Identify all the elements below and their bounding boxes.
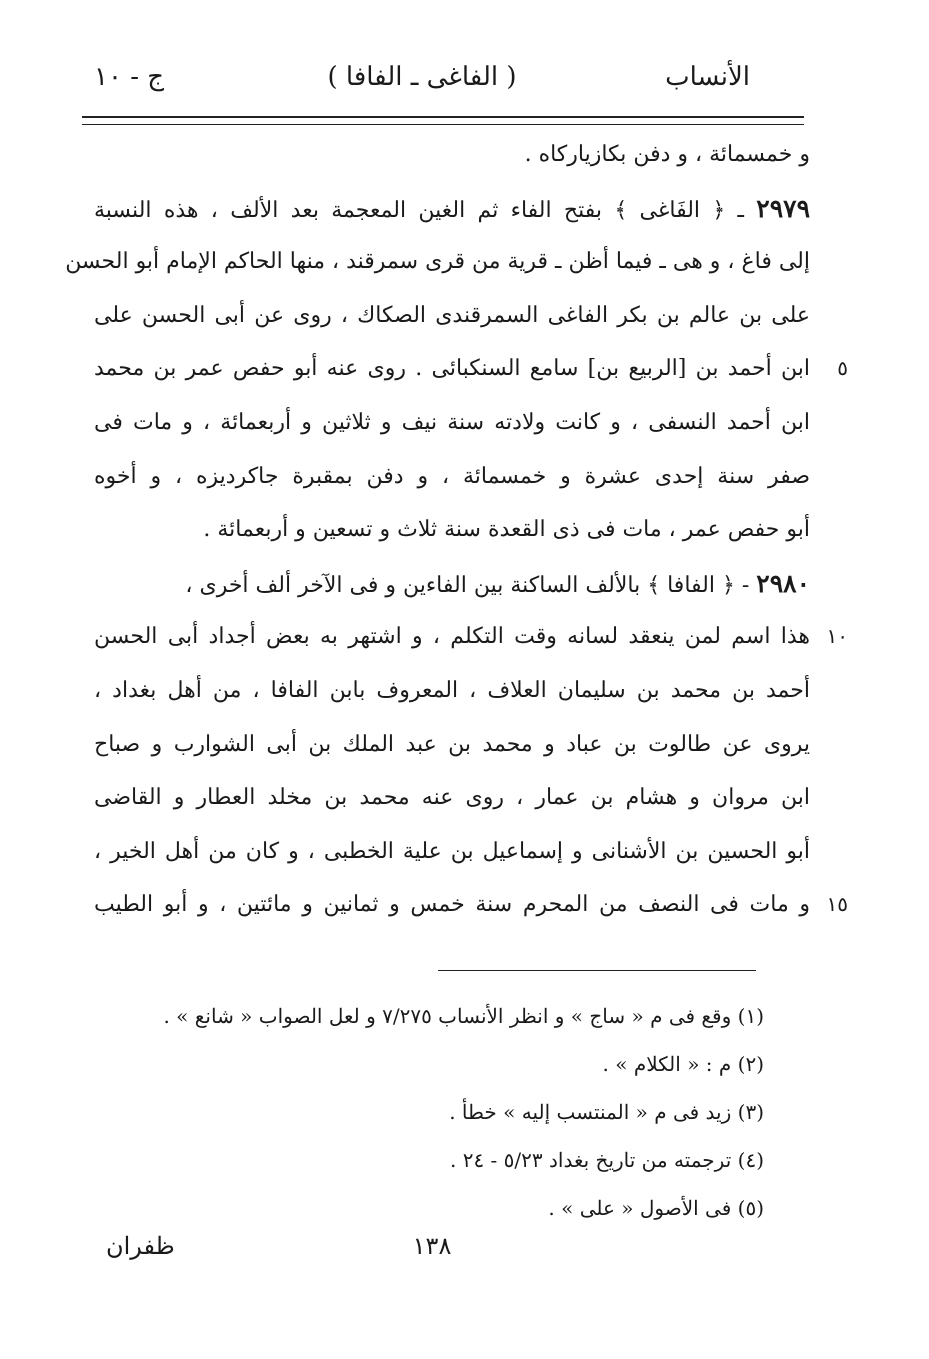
book-title: الأنساب [665, 62, 750, 92]
header-rule-thin [82, 124, 804, 125]
stamp-text: ظفران [106, 1232, 175, 1260]
section-title: ( الفاغى ـ الفافا ) [327, 62, 517, 92]
page-number: ١٣٨ [412, 1232, 452, 1260]
entry-number: ٢٩٧٩ [756, 193, 810, 223]
text-line [94, 289, 810, 343]
text-line [94, 557, 810, 611]
text-line [94, 610, 848, 664]
footnote: (٤) ترجمته من تاريخ بغداد ٥/٢٣ - ٢٤ . [449, 1148, 764, 1172]
line-text: - ﴿ الفافا ﴾ بالألف الساكنة بين الفاءين و فى الآخر ألف أخرى ، [185, 572, 757, 598]
line-text: هذا اسم لمن ينعقد لسانه وقت التكلم ، و اشتهر به بعض أجداد أبى الحسن [94, 624, 810, 650]
line-text: ابن مروان و هشام بن عمار ، روى عنه محمد بن مخلد العطار و القاضى [94, 785, 810, 811]
footnote: (٥) فى الأصول « على » . [548, 1196, 764, 1220]
page-footer [100, 1232, 764, 1272]
volume-label: ج - ١٠ [94, 62, 165, 92]
line-text: ابن أحمد النسفى ، و كانت ولادته سنة نيف و ثلاثين و أربعمائة ، و مات فى [94, 409, 810, 435]
line-text: إلى فاغ ، و هى ـ فيما أظن ـ قرية من قرى سمرقند ، منها الحاكم الإمام أبو الحسن [65, 249, 810, 275]
line-number: ٥ [837, 356, 848, 381]
text-line [94, 503, 810, 557]
entry-number: ٢٩٨٠ [756, 568, 810, 598]
text-line [94, 450, 810, 504]
text-line [94, 718, 810, 772]
text-line [94, 182, 810, 236]
running-header [90, 58, 754, 102]
footnotes [100, 992, 764, 1232]
text-line [94, 396, 810, 450]
header-rule-thick [82, 116, 804, 118]
footnote: (١) وقع فى م « ساج » و انظر الأنساب ٧/٢٧٥ و لعل الصواب « شانع » . [163, 1004, 764, 1028]
text-line [65, 235, 810, 289]
text-line [94, 664, 810, 718]
line-text: صفر سنة إحدى عشرة و خمسمائة ، و دفن بمقبرة جاكرديزه ، و أخوه [94, 463, 810, 489]
line-text: على بن عالم بن بكر الفاغى السمرقندى الصكاك ، روى عن أبى الحسن على [94, 302, 810, 328]
line-text: ـ ﴿ الفَاغى ﴾ بفتح الفاء ثم الغين المعجمة بعد الألف ، هذه النسبة [94, 197, 757, 223]
text-line [94, 825, 810, 879]
footnote-divider [438, 970, 756, 971]
line-number: ١٠ [826, 624, 848, 649]
footnote: (٣) زيد فى م « المنتسب إليه » خطأ . [449, 1100, 764, 1124]
footnote: (٢) م : « الكلام » . [602, 1052, 764, 1076]
line-text: و مات فى النصف من المحرم سنة خمس و ثمانين و مائتين ، و أبو الطيب [94, 892, 810, 918]
line-text: أبو حفص عمر ، مات فى ذى القعدة سنة ثلاث و تسعين و أربعمائة . [203, 517, 810, 543]
text-line [94, 771, 810, 825]
line-text: يروى عن طالوت بن عباد و محمد بن عبد الملك بن أبى الشوارب و صباح [94, 731, 810, 757]
text-line [94, 878, 848, 932]
line-text: أبو الحسين بن الأشنانى و إسماعيل بن علية الخطبى ، و كان من أهل الخير ، [94, 838, 810, 864]
line-text: و خمسمائة ، و دفن بكازياركاه . [524, 142, 810, 167]
text-line [94, 128, 810, 182]
main-text [65, 128, 848, 932]
line-text: أحمد بن محمد بن سليمان العلاف ، المعروف بابن الفافا ، من أهل بغداد ، [94, 677, 810, 703]
line-text: ابن أحمد بن [الربيع بن] سامع السنكبائى . روى عنه أبو حفص عمر بن محمد [94, 356, 810, 382]
line-number: ١٥ [826, 892, 848, 917]
text-line [94, 342, 848, 396]
